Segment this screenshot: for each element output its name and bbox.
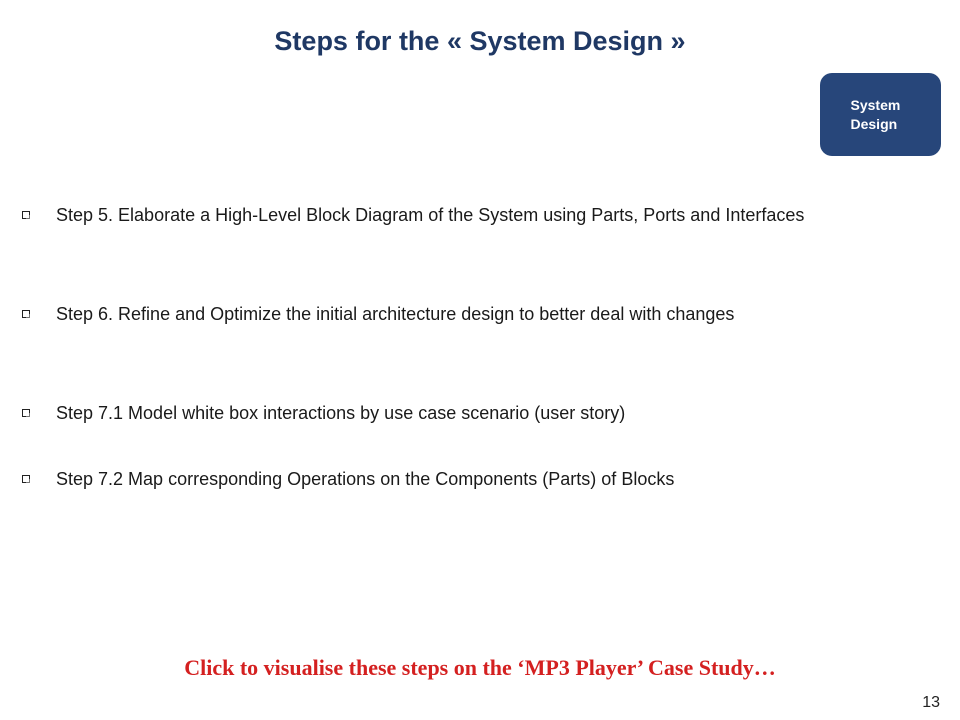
page-number: 13 <box>922 694 940 711</box>
step-text: Step 6. Refine and Optimize the initial architecture design to better deal with changes <box>56 304 735 324</box>
checkbox-bullet-icon <box>22 310 30 318</box>
case-study-link[interactable]: Click to visualise these steps on the ‘MP3 Player’ Case Study… <box>184 655 776 680</box>
checkbox-bullet-icon <box>22 409 30 417</box>
page-title: Steps for the « System Design » <box>274 26 686 56</box>
system-design-badge[interactable] <box>820 73 941 156</box>
step-text: Step 7.2 Map corresponding Operations on the Components (Parts) of Blocks <box>56 469 675 489</box>
badge-label: System Design <box>850 96 901 132</box>
checkbox-bullet-icon <box>22 475 30 483</box>
list-item <box>56 466 951 492</box>
step-text: Step 5. Elaborate a High-Level Block Diagram of the System using Parts, Ports and Interfaces <box>56 205 805 225</box>
step-text: Step 7.1 Model white box interactions by use case scenario (user story) <box>56 403 626 423</box>
list-item <box>56 301 951 327</box>
list-item <box>56 400 951 426</box>
checkbox-bullet-icon <box>22 211 30 219</box>
list-item <box>56 202 951 228</box>
